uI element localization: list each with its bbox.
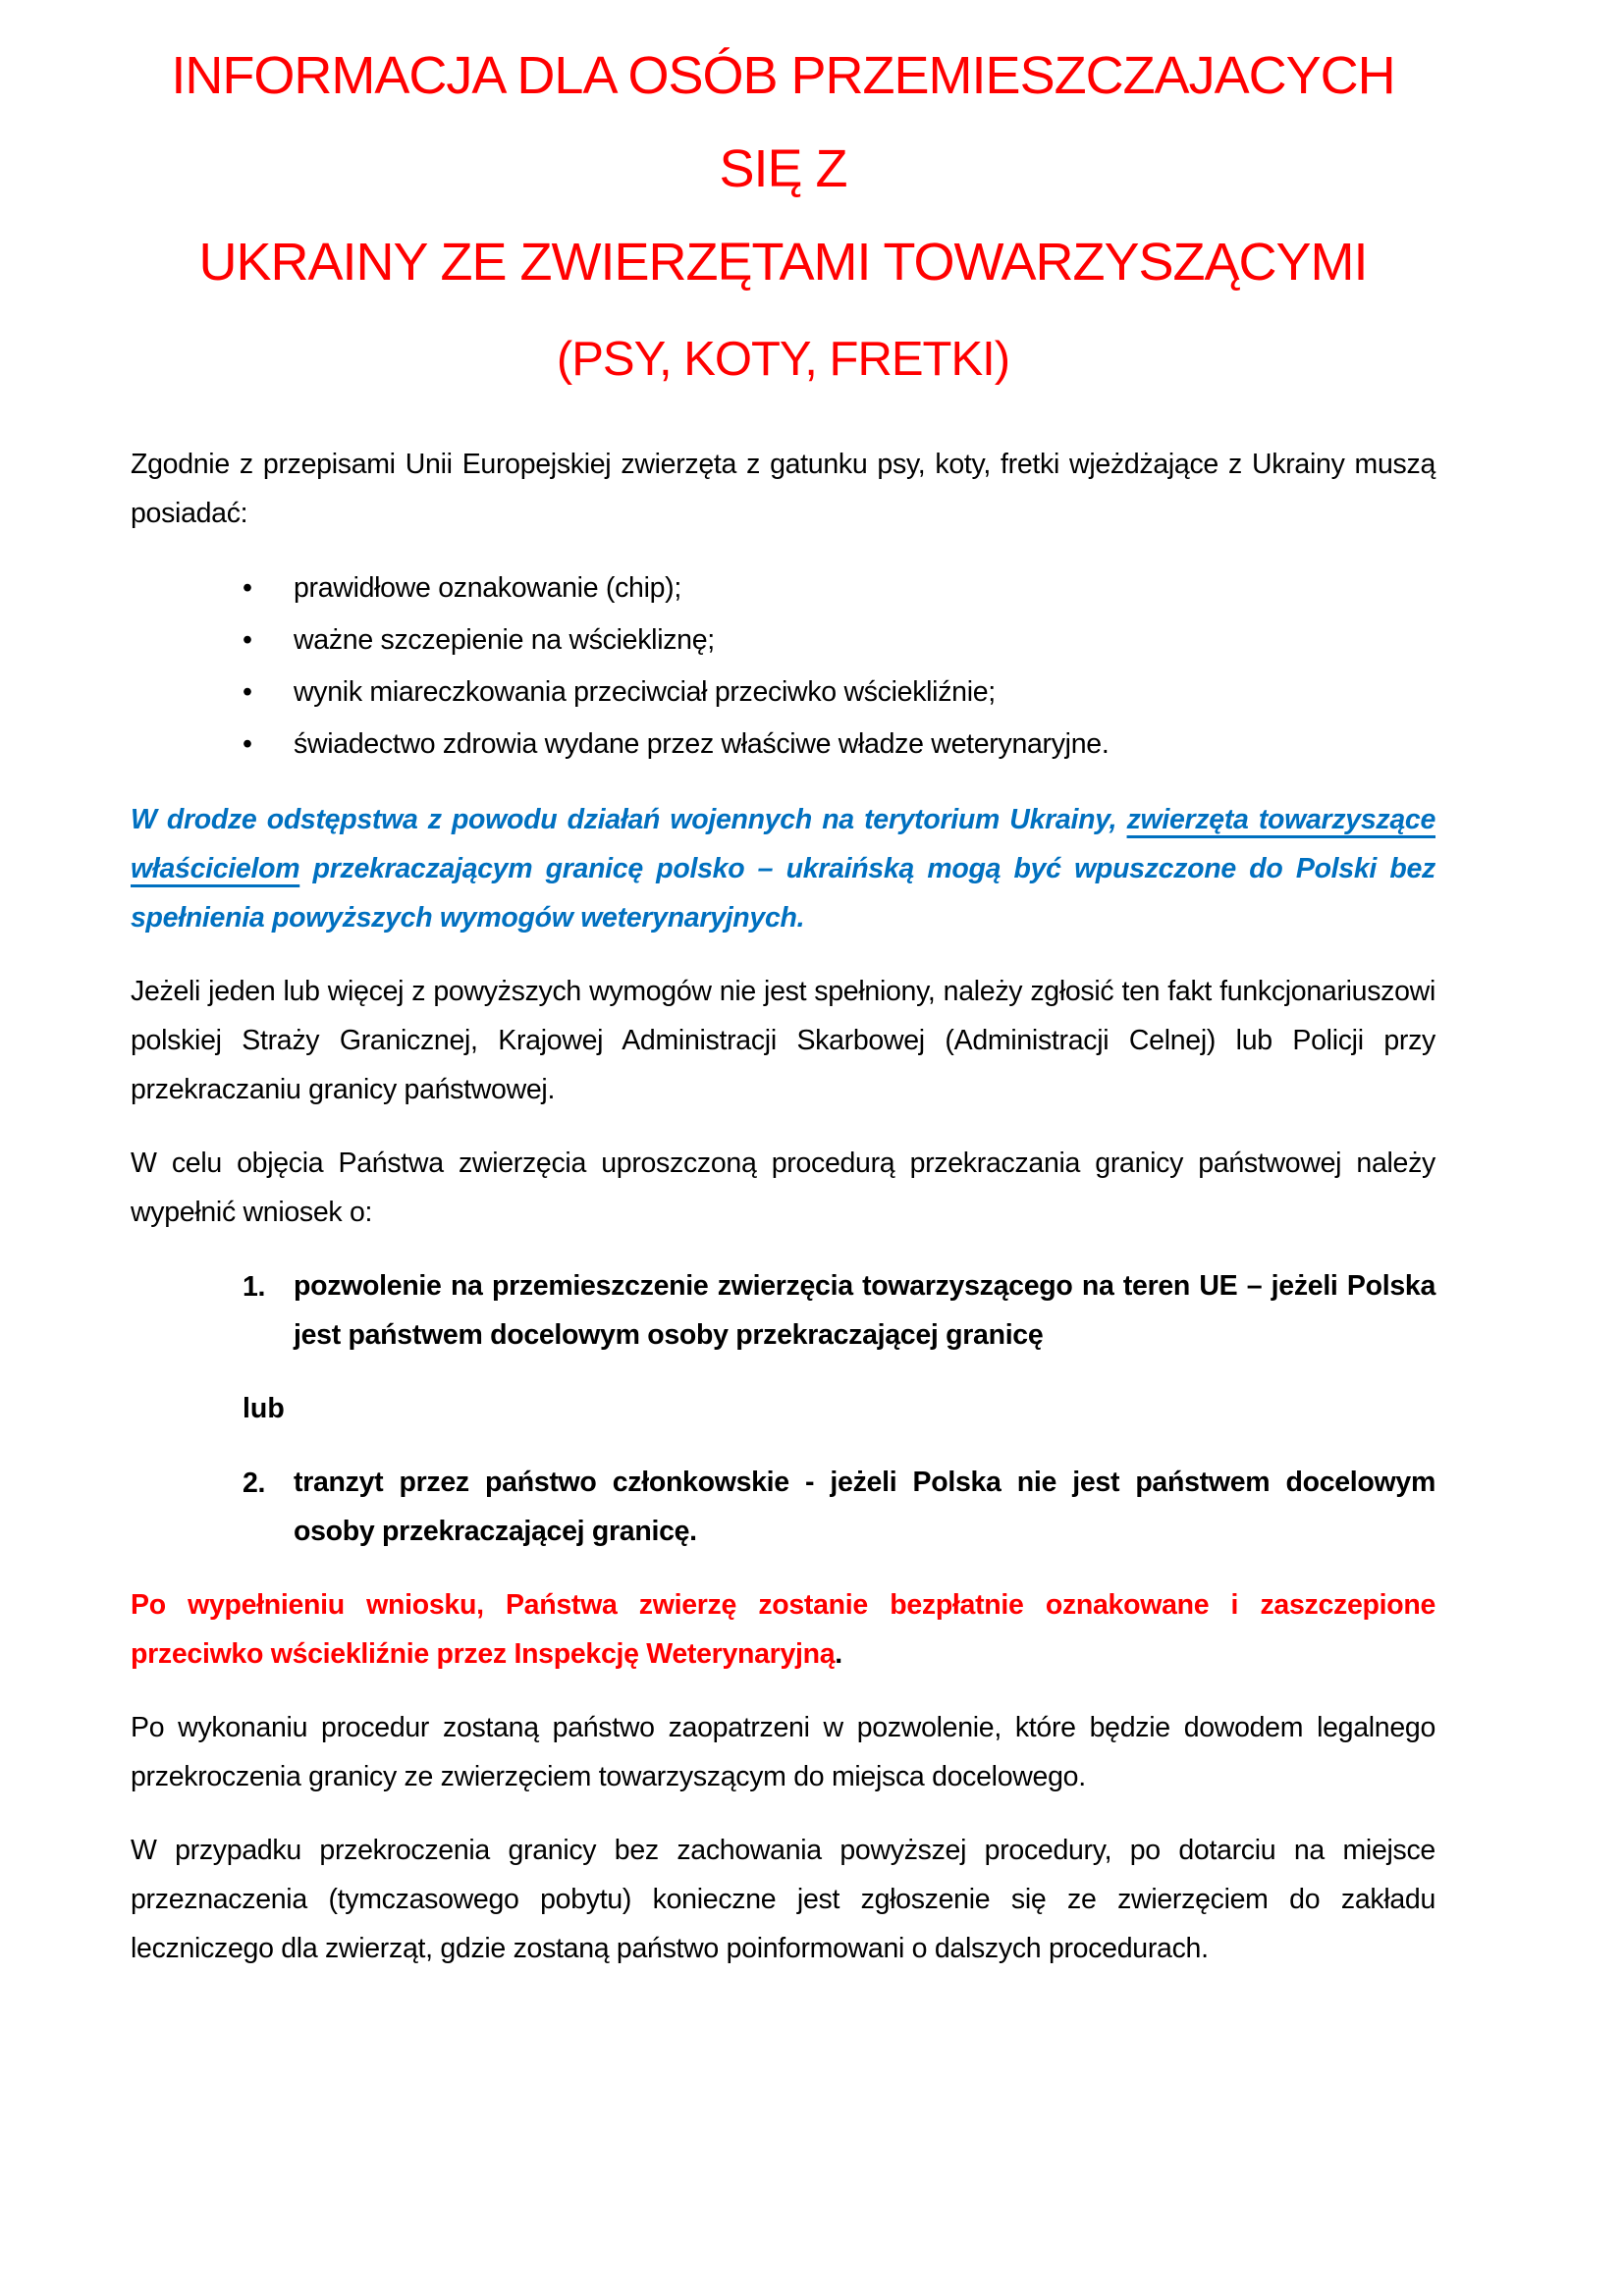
list-item bbox=[131, 562, 1435, 614]
requirement-text: ważne szczepienie na wściekliznę; bbox=[294, 624, 715, 656]
report-paragraph: Jeżeli jeden lub więcej z powyższych wymogów nie jest spełniony, należy zgłosić ten fakt funkcjonariuszowi polskiej Straży Granicznej, Krajowej Administracji Skarbowej (Administracji Celnej) lub Policji przy przekraczaniu granicy państwowej. bbox=[131, 976, 1435, 1105]
intro-paragraph: Zgodnie z przepisami Unii Europejskiej zwierzęta z gatunku psy, koty, fretki wjeżdżające z Ukrainy muszą posiadać: bbox=[131, 449, 1435, 529]
derogation-text-start: W drodze odstępstwa z powodu działań wojennych na terytorium Ukrainy, bbox=[131, 804, 1127, 835]
list-item bbox=[131, 614, 1435, 667]
numbered-item-2 bbox=[131, 1458, 1435, 1556]
item-1-number: 1. bbox=[243, 1271, 266, 1303]
noncompliance-paragraph: W przypadku przekroczenia granicy bez zachowania powyższej procedury, po dotarciu na miejsce przeznaczenia (tymczasowego pobytu) konieczne jest zgłoszenie się ze zwierzęciem do zakładu leczniczego dla zwierząt, gdzie zostaną państwo poinformowani o dalszych procedurach. bbox=[131, 1835, 1435, 1964]
requirement-text: prawidłowe oznakowanie (chip); bbox=[294, 572, 681, 604]
free-service-period: . bbox=[835, 1638, 842, 1670]
document-title bbox=[131, 29, 1435, 309]
bullet-icon: • bbox=[243, 572, 252, 604]
document-subtitle: (PSY, KOTY, FRETKI) bbox=[556, 333, 1010, 386]
free-service-red-text: Po wypełnieniu wniosku, Państwa zwierzę zostanie bezpłatnie oznakowane i zaszczepione przeciwko wściekliźnie przez Inspekcję Weterynaryjną bbox=[131, 1589, 1435, 1670]
bullet-icon: • bbox=[243, 624, 252, 656]
requirement-text: świadectwo zdrowia wydane przez właściwe władze weterynaryjne. bbox=[294, 728, 1110, 760]
application-intro-paragraph: W celu objęcia Państwa zwierzęcia uproszczoną procedurą przekraczania granicy państwowej należy wypełnić wniosek o: bbox=[131, 1148, 1435, 1228]
document-title-line1: INFORMACJA DLA OSÓB PRZEMIESZCZAJACYCH SIĘ Z bbox=[171, 46, 1395, 198]
bullet-icon: • bbox=[243, 728, 252, 760]
item-2-text: tranzyt przez państwo członkowskie - jeżeli Polska nie jest państwem docelowym osoby przekraczającej granicę. bbox=[294, 1467, 1435, 1547]
requirements-list bbox=[131, 562, 1435, 771]
bullet-icon: • bbox=[243, 676, 252, 708]
list-item bbox=[131, 667, 1435, 719]
requirement-text: wynik miareczkowania przeciwciał przeciwko wściekliźnie; bbox=[294, 676, 996, 708]
list-item bbox=[131, 719, 1435, 771]
document-title-line2: UKRAINY ZE ZWIERZĘTAMI TOWARZYSZĄCYMI bbox=[198, 233, 1368, 292]
item-2-number: 2. bbox=[243, 1468, 266, 1499]
options-connector: lub bbox=[243, 1393, 285, 1424]
permit-paragraph: Po wykonaniu procedur zostaną państwo zaopatrzeni w pozwolenie, które będzie dowodem legalnego przekroczenia granicy ze zwierzęciem towarzyszącym do miejsca docelowego. bbox=[131, 1712, 1435, 1792]
derogation-paragraph bbox=[131, 795, 1435, 942]
derogation-underlined-phrase: zwierzęta towarzyszące właścicielom bbox=[131, 804, 1435, 884]
item-1-text: pozwolenie na przemieszczenie zwierzęcia towarzyszącego na teren UE – jeżeli Polska jest państwem docelowym osoby przekraczającej granicę bbox=[294, 1270, 1435, 1351]
derogation-text-end: przekraczającym granicę polsko – ukraińską mogą być wpuszczone do Polski bez spełnienia powyższych wymogów weterynaryjnych. bbox=[131, 853, 1435, 934]
free-service-paragraph bbox=[131, 1580, 1435, 1679]
numbered-item-1 bbox=[131, 1261, 1435, 1360]
